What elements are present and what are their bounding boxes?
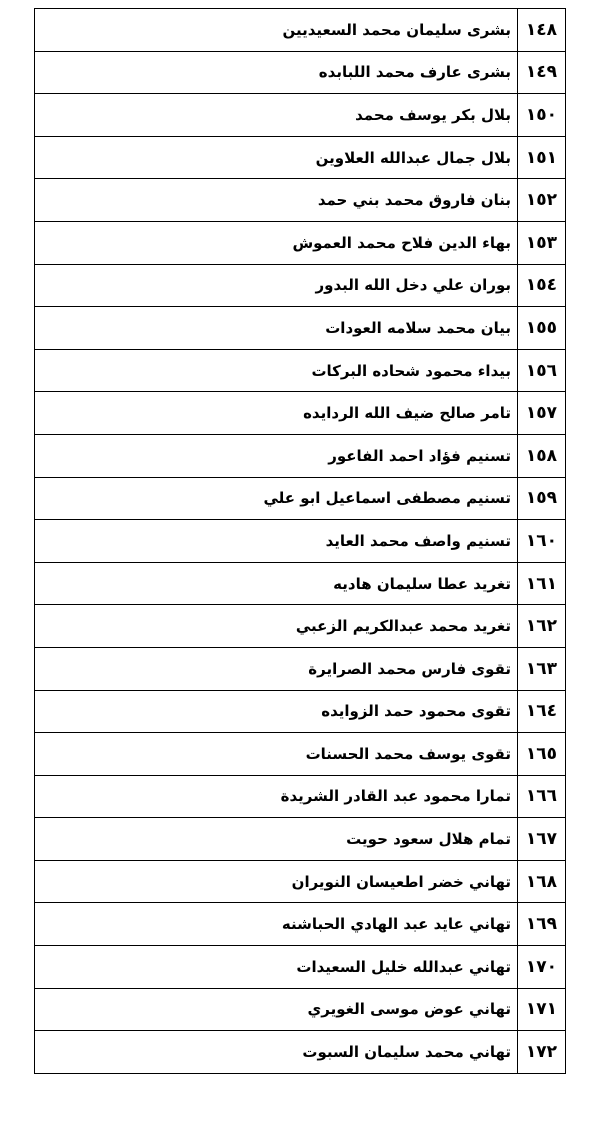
row-number: ١٦٢	[518, 605, 566, 648]
row-name: تهاني عبدالله خليل السعيدات	[35, 946, 518, 989]
row-name: تقوى فارس محمد الصرايرة	[35, 647, 518, 690]
row-name: تهاني عايد عبد الهادي الحباشنه	[35, 903, 518, 946]
row-name: بلال جمال عبدالله العلاوين	[35, 136, 518, 179]
row-number: ١٦٧	[518, 818, 566, 861]
row-number: ١٦٣	[518, 647, 566, 690]
row-number: ١٥٨	[518, 434, 566, 477]
names-table	[34, 8, 566, 1074]
table-row	[35, 264, 566, 307]
row-name: بشرى سليمان محمد السعيديين	[35, 9, 518, 52]
row-number: ١٦٩	[518, 903, 566, 946]
row-number: ١٧١	[518, 988, 566, 1031]
row-name: بيداء محمود شحاده البركات	[35, 349, 518, 392]
row-number: ١٤٩	[518, 51, 566, 94]
table-row	[35, 903, 566, 946]
table-row	[35, 136, 566, 179]
row-name: تهاني محمد سليمان السبوت	[35, 1031, 518, 1074]
table-row	[35, 605, 566, 648]
table-row	[35, 1031, 566, 1074]
row-number: ١٥٥	[518, 307, 566, 350]
row-number: ١٥٣	[518, 221, 566, 264]
row-name: بهاء الدين فلاح محمد العموش	[35, 221, 518, 264]
names-table-body	[35, 9, 566, 1074]
table-row	[35, 733, 566, 776]
table-row	[35, 94, 566, 137]
table-row	[35, 647, 566, 690]
table-row	[35, 349, 566, 392]
row-number: ١٥٤	[518, 264, 566, 307]
row-number: ١٥٩	[518, 477, 566, 520]
row-name: تقوى يوسف محمد الحسنات	[35, 733, 518, 776]
row-name: تسنيم مصطفى اسماعيل ابو علي	[35, 477, 518, 520]
table-row	[35, 221, 566, 264]
row-number: ١٧٢	[518, 1031, 566, 1074]
row-number: ١٥١	[518, 136, 566, 179]
table-row	[35, 51, 566, 94]
row-number: ١٥٧	[518, 392, 566, 435]
row-name: تغريد عطا سليمان هاديه	[35, 562, 518, 605]
row-number: ١٦٥	[518, 733, 566, 776]
row-number: ١٦٦	[518, 775, 566, 818]
row-number: ١٤٨	[518, 9, 566, 52]
row-number: ١٧٠	[518, 946, 566, 989]
row-number: ١٥٠	[518, 94, 566, 137]
row-name: تهاني خضر اطعيسان النويران	[35, 860, 518, 903]
table-row	[35, 307, 566, 350]
row-name: تمارا محمود عبد القادر الشريدة	[35, 775, 518, 818]
row-number: ١٦٤	[518, 690, 566, 733]
row-number: ١٥٢	[518, 179, 566, 222]
table-row	[35, 9, 566, 52]
table-row	[35, 775, 566, 818]
table-row	[35, 392, 566, 435]
row-name: بيان محمد سلامه العودات	[35, 307, 518, 350]
row-name: بوران علي دخل الله البدور	[35, 264, 518, 307]
document-page	[34, 8, 566, 1074]
table-row	[35, 477, 566, 520]
row-name: تسنيم واصف محمد العايد	[35, 520, 518, 563]
row-name: بلال بكر يوسف محمد	[35, 94, 518, 137]
table-row	[35, 179, 566, 222]
row-name: تهاني عوض موسى الغويري	[35, 988, 518, 1031]
row-name: تمام هلال سعود حويت	[35, 818, 518, 861]
table-row	[35, 562, 566, 605]
table-row	[35, 946, 566, 989]
row-name: تغريد محمد عبدالكريم الزعبي	[35, 605, 518, 648]
row-name: تقوى محمود حمد الزوايده	[35, 690, 518, 733]
row-number: ١٦٠	[518, 520, 566, 563]
table-row	[35, 860, 566, 903]
row-name: بنان فاروق محمد بني حمد	[35, 179, 518, 222]
row-name: بشرى عارف محمد اللبابده	[35, 51, 518, 94]
table-row	[35, 690, 566, 733]
row-number: ١٥٦	[518, 349, 566, 392]
row-number: ١٦٨	[518, 860, 566, 903]
table-row	[35, 434, 566, 477]
table-row	[35, 818, 566, 861]
row-name: تامر صالح ضيف الله الردايده	[35, 392, 518, 435]
table-row	[35, 988, 566, 1031]
row-number: ١٦١	[518, 562, 566, 605]
row-name: تسنيم فؤاد احمد الفاعور	[35, 434, 518, 477]
table-row	[35, 520, 566, 563]
